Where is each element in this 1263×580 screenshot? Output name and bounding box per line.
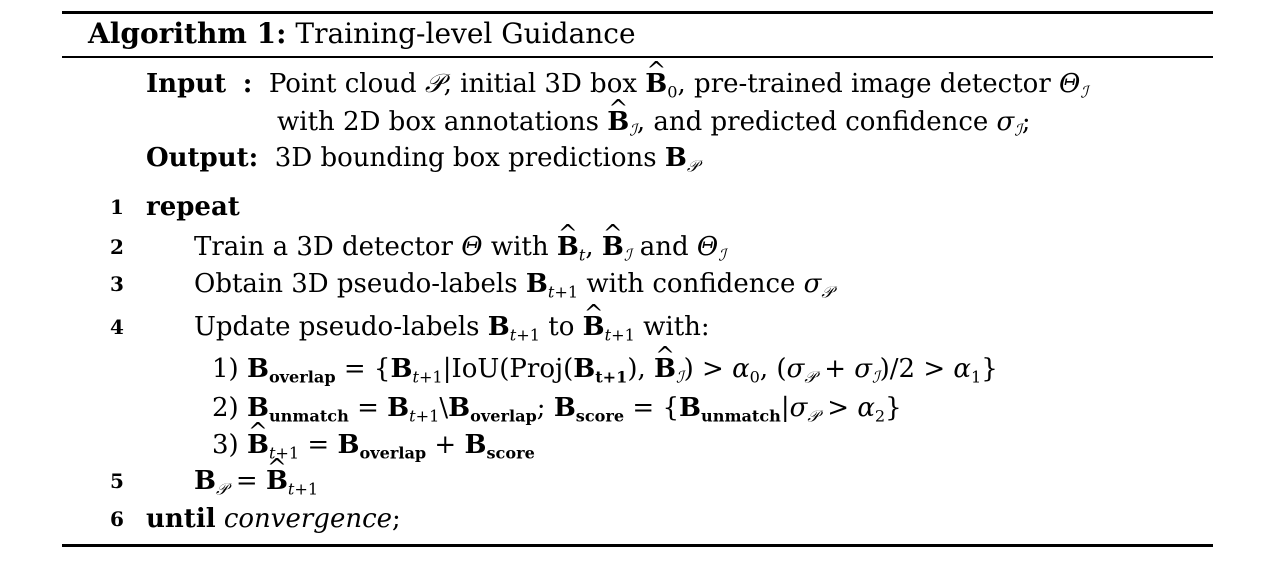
line-number-6: 6	[110, 507, 124, 531]
bottom-rule	[62, 544, 1213, 547]
line-number-2: 2	[110, 235, 124, 259]
input-line-2	[277, 105, 1031, 139]
output-text: 3D bounding box predictions $B_𝒫$	[274, 143, 699, 176]
step-4-text: Update pseudo-labels $B_{t+1}$ to ^ $B_{t+1}$ with:	[194, 312, 710, 342]
input-colon: :	[242, 69, 253, 99]
step-3	[194, 267, 833, 301]
step-4-sub-3	[212, 428, 535, 462]
output-line	[146, 141, 698, 175]
algorithm-label: Algorithm 1:	[88, 17, 287, 50]
line-number-5: 5	[110, 469, 124, 493]
line-number-1: 1	[110, 195, 124, 219]
input-text-2: with 2D box annotations ^ $B_ℐ$, and predicted confidence $\sigma_ℐ$;	[277, 107, 1031, 137]
input-label: Input	[146, 69, 227, 99]
output-label: Output:	[146, 143, 259, 173]
step-5	[194, 464, 318, 498]
until-keyword: until	[146, 504, 216, 534]
step-5-text: $B_𝒫$ = ^ $B_{t+1}$	[194, 466, 318, 496]
repeat-keyword: repeat	[146, 192, 240, 222]
step-3-text: Obtain 3D pseudo-labels $B_{t+1}$ with confidence $\sigma_𝒫$	[194, 269, 834, 302]
step-1	[146, 190, 240, 224]
input-text-1: Point cloud 𝒫, initial 3D box ^ $B_0$, pre-trained image detector $\Theta_ℐ$	[269, 69, 1088, 99]
step-2-text: Train a 3D detector Θ with ^ $B_t$, ^ $B_ℐ$ and $\Theta_ℐ$	[194, 232, 726, 262]
step-4-sub-2-text: 2) $B_{unmatch}$ = $B_{t+1}\backslash B_{overlap}$; $B_{score} = \{B_{unmatch}|\sigma_𝒫 > \alpha_2\}$	[212, 393, 902, 426]
step-4-sub-1-text: 1) $B_{overlap}$ = {$B_{t+1}|IoU(Proj(B_{t+1})$, ^ $B_ℐ) > \alpha_0$, $(\sigma_𝒫 + \sigma_ℐ)/2 > \alpha_1$}	[212, 354, 998, 384]
step-4	[194, 310, 710, 344]
algorithm-name: Training-level Guidance	[295, 17, 636, 50]
line-number-4: 4	[110, 315, 124, 339]
step-6-semicolon: ;	[392, 504, 401, 534]
step-4-sub-2	[212, 391, 902, 425]
step-4-sub-3-text: 3) ^ $B_{t+1} = B_{overlap} + B_{score}$	[212, 430, 535, 460]
convergence-text: convergence	[223, 504, 393, 534]
step-6	[146, 502, 401, 536]
line-number-3: 3	[110, 272, 124, 296]
step-4-sub-1	[212, 352, 998, 386]
algorithm-title	[88, 14, 636, 54]
step-2	[194, 230, 726, 264]
header-rule	[62, 56, 1213, 58]
